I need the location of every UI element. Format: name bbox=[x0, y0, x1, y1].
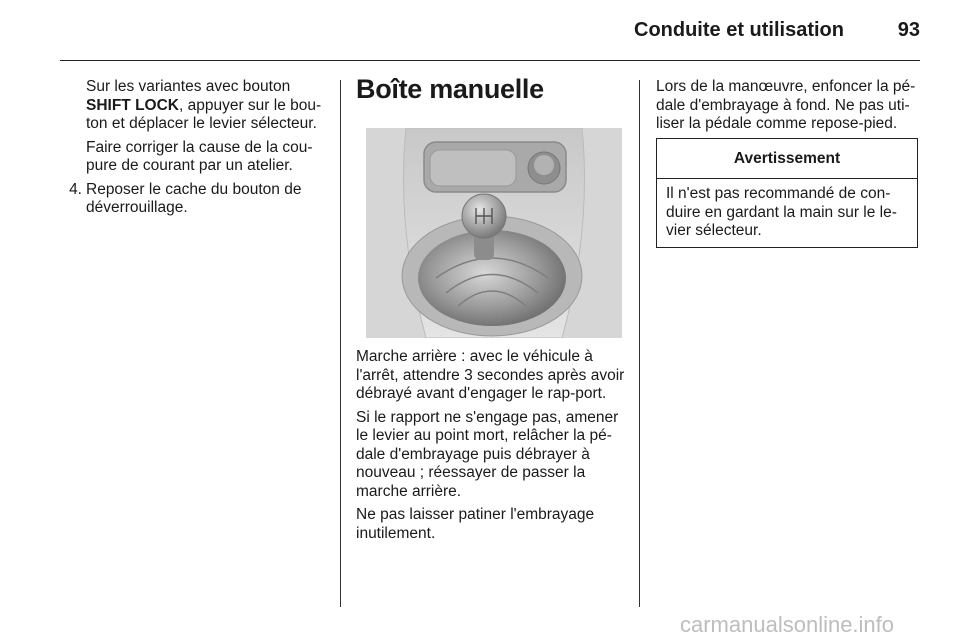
header-rule bbox=[60, 60, 920, 61]
shift-lock-instruction: , appuyer sur le bou-ton et déplacer le levier sélecteur. bbox=[86, 96, 322, 132]
step-4-text: Reposer le cache du bouton de déverrouillage. bbox=[86, 180, 302, 216]
column-divider-left bbox=[340, 80, 341, 607]
column-divider-right bbox=[639, 80, 640, 607]
page-header-title: Conduite et utilisation bbox=[634, 19, 844, 41]
maneuver-paragraph: Lors de la manœuvre, enfoncer la pé-dale d'embrayage à fond. Ne pas uti-liser la pédale comme repose-pied. bbox=[656, 78, 916, 132]
warning-title: Avertissement bbox=[657, 139, 917, 179]
repair-note: Faire corriger la cause de la cou-pure de courant par un atelier. bbox=[86, 138, 313, 174]
reverse-gear-paragraph: Marche arrière : avec le véhicule à l'arrêt, attendre 3 secondes après avoir débrayé avant d'engager le rap-port. bbox=[356, 348, 625, 402]
step-4 bbox=[60, 181, 328, 218]
page-number: 93 bbox=[897, 19, 920, 41]
warning-box bbox=[656, 138, 918, 248]
middle-column bbox=[356, 348, 626, 548]
section-title: Boîte manuelle bbox=[356, 74, 544, 104]
right-column bbox=[656, 78, 922, 139]
gear-shifter-illustration bbox=[366, 128, 622, 338]
shift-lock-paragraph bbox=[60, 78, 328, 134]
step-4-number: 4. bbox=[69, 180, 82, 198]
shift-lock-intro: Sur les variantes avec bouton bbox=[86, 78, 291, 95]
warning-text: Il n'est pas recommandé de con-duire en gardant la main sur le le-vier sélecteur. bbox=[666, 185, 897, 239]
clutch-slip-paragraph: Ne pas laisser patiner l'embrayage inutilement. bbox=[356, 506, 595, 542]
not-engaging-paragraph: Si le rapport ne s'engage pas, amener le levier au point mort, relâcher la pé-dale d'embrayage puis débrayer à nouveau ; réessayer de passer la marche arrière. bbox=[356, 408, 619, 500]
watermark: carmanualsonline.info bbox=[680, 612, 895, 637]
shift-lock-label: SHIFT LOCK bbox=[86, 96, 179, 114]
left-column bbox=[60, 78, 328, 218]
